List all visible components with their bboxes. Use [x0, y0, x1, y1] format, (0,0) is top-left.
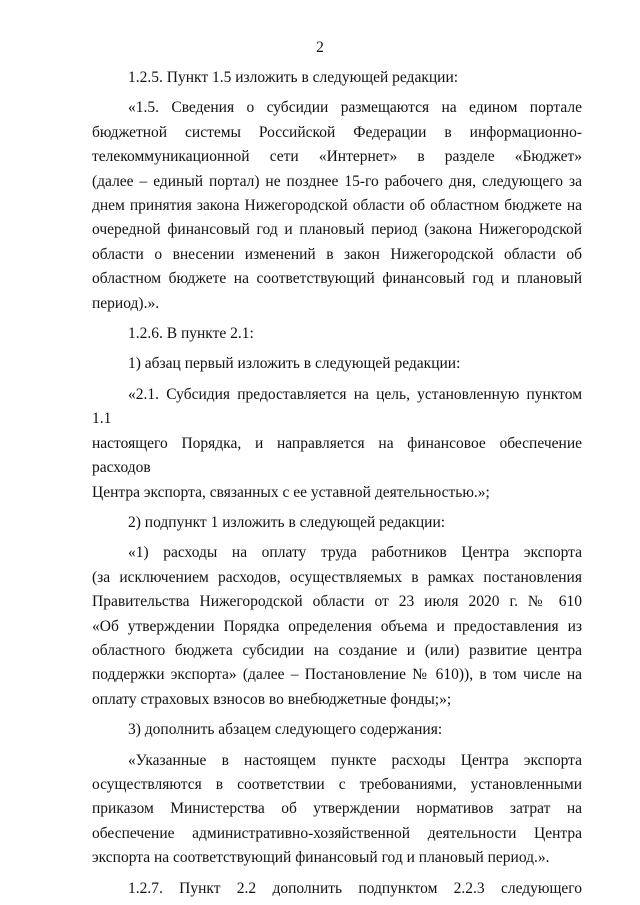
text-line: 3) дополнить абзацем следующего содержания: [128, 721, 443, 739]
text-line: приказом Министерства об утверждении нормативов затрат на [92, 800, 582, 818]
text-line: 1.2.7. Пункт 2.2 дополнить подпунктом 2.2.3 следующего [128, 879, 582, 897]
document-body [92, 66, 582, 901]
text-line: настоящего Порядка, и направляется на финансовое обеспечение расходов [92, 434, 582, 477]
paragraph-1-2-5 [92, 66, 582, 90]
text-line: экспорта на соответствующий финансовый год и плановый период.». [92, 849, 550, 867]
text-line: области о внесении изменений в закон Нижегородской области об [92, 245, 582, 263]
paragraph-subitem-1-quote [92, 541, 582, 712]
text-line: 1) абзац первый изложить в следующей редакции: [128, 355, 461, 373]
paragraph-expenses-quote [92, 749, 582, 871]
text-line: «2.1. Субсидия предоставляется на цель, установленную пунктом 1.1 [92, 385, 582, 428]
text-line: областного бюджета субсидии на создание и (или) развитие центра [92, 641, 582, 659]
text-line: «1.5. Сведения о субсидии размещаются на едином портале [128, 99, 582, 117]
text-line: днем принятия закона Нижегородской области об областном бюджете на [92, 197, 582, 215]
text-line: осуществляются в соответствии с требованиями, установленными [92, 775, 582, 793]
text-line: (далее – единый портал) не позднее 15-го рабочего дня, следующего за [92, 172, 582, 190]
paragraph-2-1-quote [92, 383, 582, 505]
text-line: Центра экспорта, связанных с ее уставной деятельностью.»; [92, 483, 490, 501]
paragraph-item-1 [92, 352, 582, 376]
text-line: областном бюджете на соответствующий финансовый год и плановый [92, 270, 582, 288]
paragraph-1-2-7 [92, 877, 582, 901]
paragraph-item-2 [92, 511, 582, 535]
text-line: «Об утверждении Порядка определения объема и предоставления из [92, 617, 582, 635]
text-line: период).». [92, 294, 160, 312]
paragraph-1-2-6 [92, 322, 582, 346]
text-line: бюджетной системы Российской Федерации в информационно- [92, 123, 582, 141]
paragraph-item-3 [92, 718, 582, 742]
text-line: «Указанные в настоящем пункте расходы Центра экспорта [128, 751, 582, 769]
text-line: обеспечение административно-хозяйственной деятельности Центра [92, 824, 582, 842]
text-line: 1.2.6. В пункте 2.1: [128, 325, 254, 343]
text-line: поддержки экспорта» (далее – Постановление № 610)), в том числе на [92, 666, 582, 684]
text-line: Правительства Нижегородской области от 23 июля 2020 г. № 610 [92, 593, 582, 611]
text-line: 2) подпункт 1 изложить в следующей редакции: [128, 513, 446, 531]
text-line: телекоммуникационной сети «Интернет» в разделе «Бюджет» [92, 148, 582, 166]
text-line: очередной финансовый год и плановый период (закона Нижегородской [92, 221, 582, 239]
page-number: 2 [316, 39, 324, 56]
text-line: (за исключением расходов, осуществляемых в рамках постановления [92, 568, 582, 586]
paragraph-1-5-quote [92, 96, 582, 316]
text-line: «1) расходы на оплату труда работников Центра экспорта [128, 544, 582, 562]
text-line: оплату страховых взносов во внебюджетные фонды;»; [92, 690, 452, 708]
text-line: 1.2.5. Пункт 1.5 изложить в следующей редакции: [128, 69, 459, 86]
